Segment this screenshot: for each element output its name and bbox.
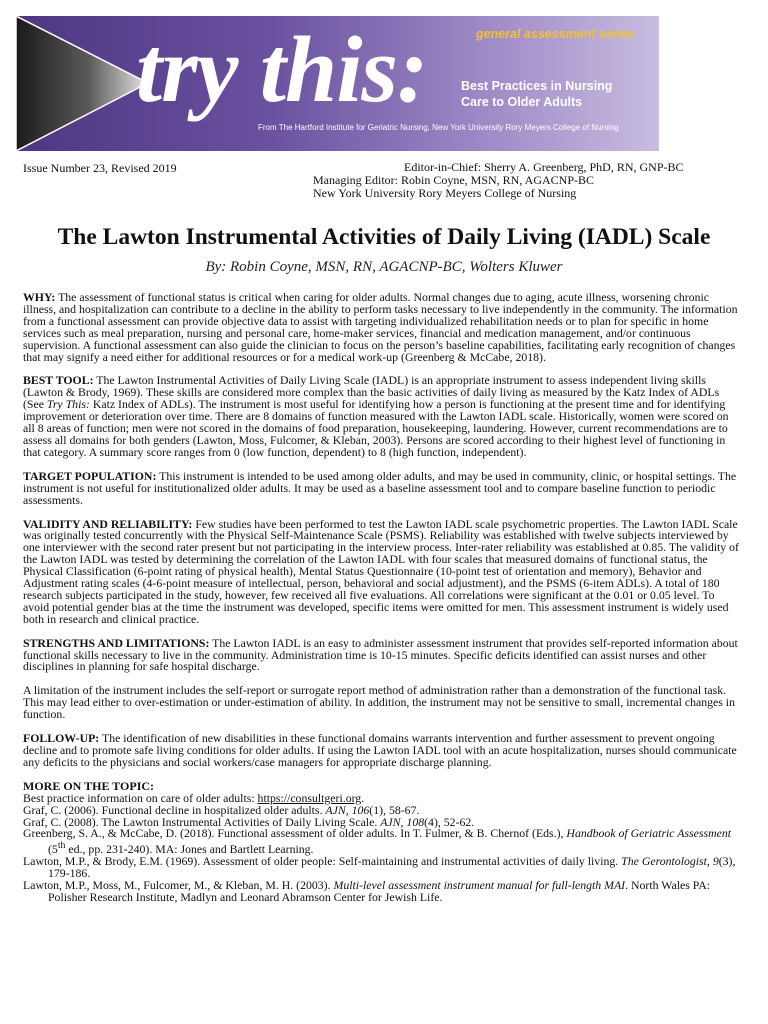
consultgeri-link[interactable]: https://consultgeri.org bbox=[257, 790, 362, 805]
editor-in-chief: Editor-in-Chief: Sherry A. Greenberg, PhD, RN, GNP-BC bbox=[404, 160, 684, 174]
reference-journal: AJN, 108 bbox=[380, 814, 425, 829]
reference-text: Graf, C. (2008). The Lawton Instrumental Activities of Daily Living Scale. bbox=[23, 814, 381, 829]
references-heading: MORE ON THE TOPIC: bbox=[23, 778, 155, 793]
reference-journal: Multi-level assessment instrument manual for full-length MAI bbox=[333, 877, 626, 892]
try-this-reference: Try This: bbox=[46, 397, 90, 412]
section-follow-up bbox=[23, 733, 743, 769]
section-strengths bbox=[23, 635, 743, 674]
reference-text: Greenberg, S. A., & McCabe, D. (2018). Functional assessment of older adults. In T. Fulmer, & B. Chernof (Eds.), bbox=[23, 826, 567, 841]
brand-logo-text: try this: bbox=[136, 18, 428, 122]
section-target-population bbox=[23, 468, 743, 507]
section-text: A limitation of the instrument includes the self-report or surrogate report method of administration rather than a demonstration of the functional task. This may lead either to over-estimation or under-estimation of ability. In addition, the instrument may not be sensitive to small, incremental changes in function. bbox=[23, 683, 735, 722]
reference-text: (1), 58-67. bbox=[369, 802, 420, 817]
reference-text: ed., pp. 231-240). MA: Jones and Bartlett Learning. bbox=[65, 842, 314, 857]
section-text: The Lawton Instrumental Activities of Daily Living Scale (IADL) is an appropriate instrument to assess independent living skills (Lawton & Brody, 1969). These skills are considered more complex than the basic activities of daily living as measured by the Katz Index of ADLs (See bbox=[23, 373, 720, 412]
article-body bbox=[23, 292, 743, 904]
reference-journal: Handbook of Geriatric Assessment bbox=[566, 826, 732, 841]
banner-tagline bbox=[461, 78, 612, 110]
banner-arrow-icon bbox=[16, 16, 156, 151]
section-text: Katz Index of ADLs). The instrument is most useful for identifying how a person is functioning at the present time and for identifying improvement or deterioration over time. There are 8 domains of function measured with the Lawton IADL scale. Historically, women were scored on all 8 areas of function; men were not scored in the domains of food preparation, housekeeping, laundering. However, current recommendations are to assess all domains for both genders (Lawton, Moss, Fulcomer, & Kleban, 2003). Persons are scored according to their highest level of functioning in that category. A summary score ranges from 0 (low function, dependent) to 8 (high function, independent). bbox=[23, 397, 729, 459]
header-banner bbox=[16, 16, 659, 151]
section-label: FOLLOW-UP: bbox=[23, 731, 100, 746]
section-text: The Lawton IADL is an easy to administer assessment instrument that provides self-reported information about functional skills necessary to live in the community. Administration time is 10-15 minutes. Specific deficits identified can assist nurses and other disciplines in planning for safe hospital discharge. bbox=[23, 635, 738, 674]
section-why bbox=[23, 292, 743, 363]
series-label: general assessment series bbox=[476, 27, 636, 41]
page-title: The Lawton Instrumental Activities of Daily Living (IADL) Scale bbox=[57, 224, 711, 250]
section-best-tool bbox=[23, 375, 743, 458]
section-text: The assessment of functional status is critical when caring for older adults. Normal changes due to aging, acute illness, worsening chronic illness, and hospitalization can contribute to a decline in the ability to perform tasks necessary to live independently in the community. The information from a functional assessment can provide objective data to assist with targeting individualized rehabilitation needs or to plan for specific in home services such as meal preparation, nursing and personal care, home-maker services, financial and medication management, and/or continuous supervision. A functional assessment can also guide the clinician to focus on the person’s baseline capabilities, facilitating early recognition of changes that may signify a need either for additional resources or for a medical work-up (Greenberg & McCabe, 2018). bbox=[23, 290, 738, 364]
section-label: WHY: bbox=[23, 290, 56, 304]
section-validity bbox=[23, 516, 743, 626]
byline: By: Robin Coyne, MSN, RN, AGACNP-BC, Wolters Kluwer bbox=[205, 259, 563, 275]
reference-text: (4), 52-62. bbox=[424, 814, 475, 829]
institution: New York University Rory Meyers College of Nursing bbox=[313, 186, 577, 200]
reference-text: (3), 179-186. bbox=[48, 854, 736, 881]
reference-superscript: th bbox=[57, 840, 66, 852]
reference-text: Lawton, M.P., Moss, M., Fulcomer, M., & Kleban, M. H. (2003). bbox=[23, 877, 334, 892]
section-limitation bbox=[23, 685, 743, 721]
tagline-line: Best Practices in Nursing bbox=[461, 79, 613, 93]
reference-text: Best practice information on care of older adults: bbox=[23, 790, 258, 805]
reference-item bbox=[23, 856, 743, 880]
section-label: TARGET POPULATION: bbox=[23, 468, 157, 483]
section-label: STRENGTHS AND LIMITATIONS: bbox=[23, 635, 210, 650]
tagline-line: Care to Older Adults bbox=[461, 95, 583, 109]
issue-number: Issue Number 23, Revised 2019 bbox=[23, 161, 177, 175]
section-text: This instrument is intended to be used among older adults, and may be used in community, clinic, or hospital settings. The instrument is not useful for institutionalized older adults. It may be used as a baseline assessment tool and to compare baseline function to periodic assessments. bbox=[23, 468, 737, 507]
banner-source: From The Hartford Institute for Geriatric Nursing, New York University Rory Meyers College of Nursing bbox=[258, 123, 619, 132]
reference-text: Graf, C. (2006). Functional decline in hospitalized older adults. bbox=[23, 802, 326, 817]
managing-editor: Managing Editor: Robin Coyne, MSN, RN, AGACNP-BC bbox=[313, 173, 595, 187]
reference-item bbox=[23, 877, 743, 904]
section-text: The identification of new disabilities in these functional domains warrants intervention and further assessment to prevent ongoing decline and to promote safe living conditions for older adults. If using the Lawton IADL tool with an acute hospitalization, nurses should communicate any deficits to the physicians and social workers/case managers for appropriate discharge planning. bbox=[23, 731, 737, 769]
editor-block bbox=[313, 161, 684, 200]
section-text: Few studies have been performed to test the Lawton IADL scale psychometric properties. The Lawton IADL Scale was originally tested concurrently with the Physical Self-Maintenance Scale (PSMS). Reliability was established with twelve subjects interviewed by one interviewer with the second rater present but not participating in the interview process. Inter-rater reliability was established at 0.85. The validity of the Lawton IADL was tested by determining the correlation of the Lawton IADL with four scales that measured domains of functional status, the Physical Classification (6-point rating of physical health), Mental Status Questionnaire (10-point test of orientation and memory), Behavior and Adjustment rating scales (4-6-point measure of intellectual, person, behavioral and social adjustment), and the PSMS (6-item ADLs). A total of 180 research subjects participated in the study, however, few received all five evaluations. All correlations were significant at the 0.01 or 0.05 level. To avoid potential gender bias at the time the instrument was developed, specific items were omitted for men. This assessment instrument is widely used both in research and clinical practice. bbox=[23, 516, 739, 626]
section-label: BEST TOOL: bbox=[23, 373, 94, 388]
reference-journal: The Gerontologist, 9 bbox=[621, 854, 719, 869]
section-label: VALIDITY AND RELIABILITY: bbox=[23, 516, 193, 531]
reference-text: . bbox=[361, 790, 365, 805]
reference-text: (5 bbox=[48, 842, 58, 857]
reference-journal: AJN, 106 bbox=[325, 802, 370, 817]
reference-item bbox=[23, 828, 743, 856]
reference-text: . North Wales PA: Polisher Research Institute, Madlyn and Leonard Abramson Center for Jewish Life. bbox=[48, 877, 711, 904]
reference-text: Lawton, M.P., & Brody, E.M. (1969). Assessment of older people: Self-maintaining and instrumental activities of daily living. bbox=[23, 854, 622, 869]
